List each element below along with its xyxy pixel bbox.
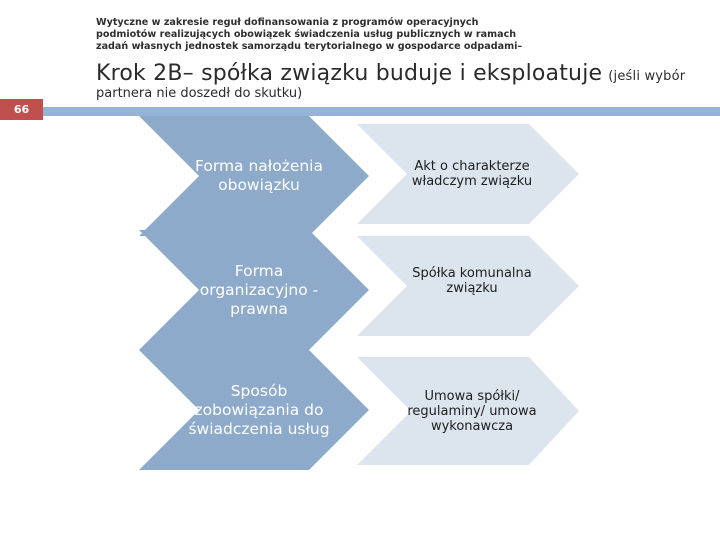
chevron-right-row-1 <box>357 124 580 224</box>
slide-title-continuation: partnera nie doszedł do skutku) <box>96 86 303 101</box>
chevron-right-row-2 <box>357 236 580 336</box>
chevron-left-label-3: Sposób zobowiązania do świadczenia usług <box>188 381 330 438</box>
chevron-left-row-2 <box>139 230 369 350</box>
header-rule <box>43 107 720 116</box>
chevron-right-label-2: Spółka komunalna związku <box>412 266 532 296</box>
slide-title-main: Krok 2B– spółka związku buduje i eksploatuje <box>96 61 603 86</box>
slide-title-suffix: (jeśli wybór <box>608 69 686 84</box>
chevron-left-label-1: Forma nałożenia obowiązku <box>195 157 323 194</box>
chevron-left-label-2: Forma organizacyjno - prawna <box>199 261 319 318</box>
chevron-right-label-3: Umowa spółki/ regulaminy/ umowa wykonawcza <box>407 388 537 434</box>
chevron-right-row-3 <box>357 357 580 465</box>
chevron-left-row-1 <box>139 116 369 236</box>
header-line-2: podmiotów realizujących obowiązek świadczenia usług publicznych w ramach <box>96 29 517 40</box>
chevron-left-row-3 <box>139 350 369 470</box>
header-line-3: zadań własnych jednostek samorządu terytorialnego w gospodarce odpadami– <box>96 41 523 52</box>
header-line-1: Wytyczne w zakresie reguł dofinansowania z programów operacyjnych <box>96 17 479 28</box>
slide-title <box>96 61 685 86</box>
page-number-badge: 66 <box>0 99 43 120</box>
chevron-right-label-1: Akt o charakterze władczym związku <box>411 159 533 189</box>
guideline-header <box>96 17 616 53</box>
